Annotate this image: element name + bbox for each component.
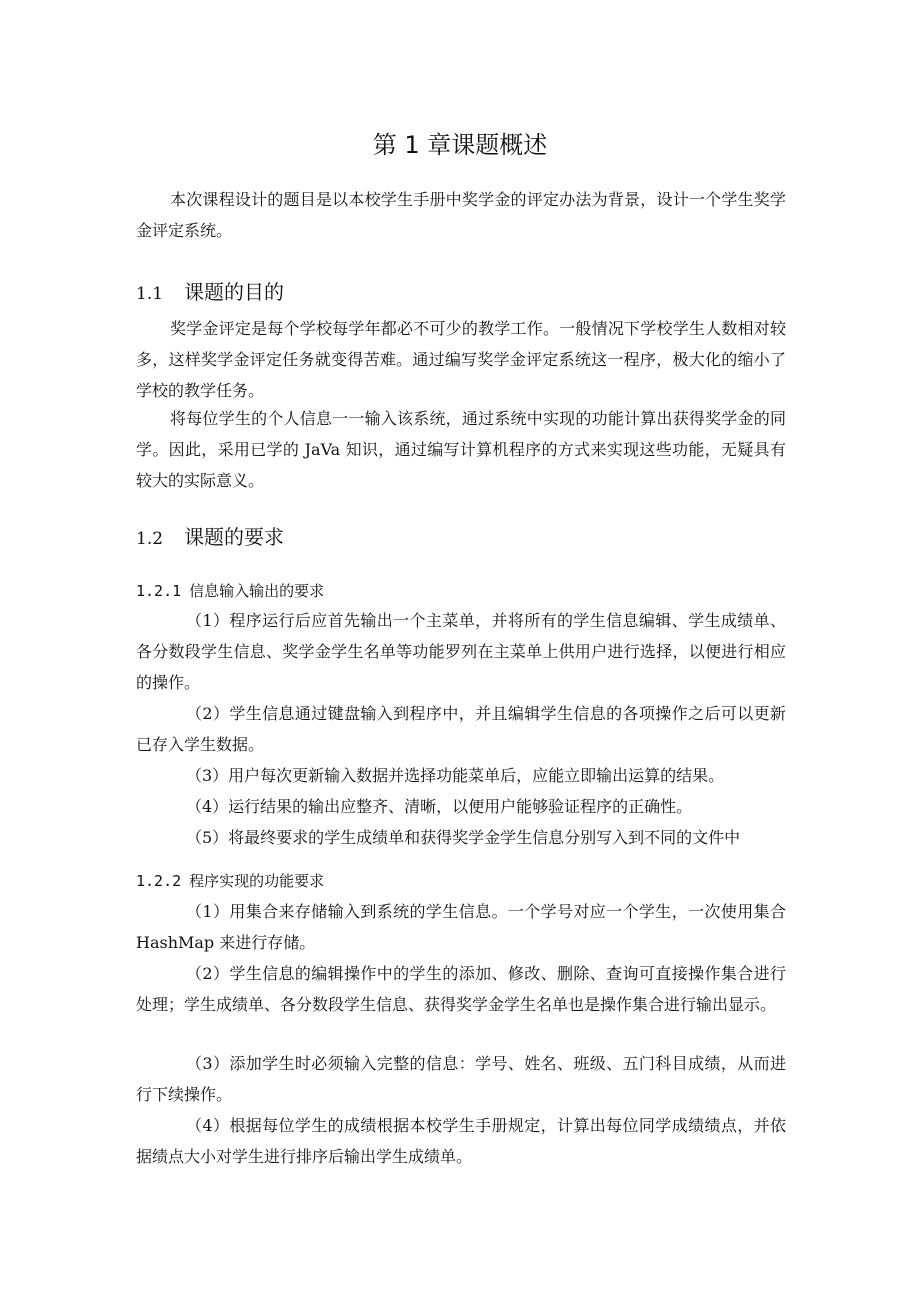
subsection-heading-1-2-2 bbox=[136, 867, 324, 895]
function-requirement-4: （4）根据每位学生的成绩根据本校学生手册规定，计算出每位同学成绩绩点，并依据绩点大小对学生进行排序后输出学生成绩单。 bbox=[136, 1116, 786, 1166]
subsection-number: 1.2.1 bbox=[136, 582, 182, 600]
subsection-title: 信息输入输出的要求 bbox=[189, 582, 325, 600]
section-heading-1-1 bbox=[136, 277, 284, 309]
chapter-intro-paragraph: 本次课程设计的题目是以本校学生手册中奖学金的评定办法为背景，设计一个学生奖学金评定系统。 bbox=[136, 190, 786, 240]
io-requirement-1: （1）程序运行后应首先输出一个主菜单，并将所有的学生信息编辑、学生成绩单、各分数段学生信息、奖学金学生名单等功能罗列在主菜单上供用户进行选择，以便进行相应的操作。 bbox=[136, 611, 786, 692]
section-number: 1.1 bbox=[136, 284, 164, 304]
io-requirement-3: （3）用户每次更新输入数据并选择功能菜单后，应能立即输出运算的结果。 bbox=[186, 766, 725, 785]
purpose-paragraph-2: 将每位学生的个人信息一一输入该系统，通过系统中实现的功能计算出获得奖学金的同学。因此，采用已学的 JaVa 知识，通过编写计算机程序的方式来实现这些功能，无疑具有较大的实际意义。 bbox=[136, 409, 786, 490]
section-number: 1.2 bbox=[136, 529, 164, 549]
function-requirement-3: （3）添加学生时必须输入完整的信息：学号、姓名、班级、五门科目成绩，从而进行下续操作。 bbox=[136, 1054, 786, 1104]
subsection-number: 1.2.2 bbox=[136, 872, 182, 890]
io-requirement-2: （2）学生信息通过键盘输入到程序中，并且编辑学生信息的各项操作之后可以更新已存入学生数据。 bbox=[136, 704, 786, 754]
section-heading-1-2 bbox=[136, 522, 284, 554]
function-requirement-1: （1）用集合来存储输入到系统的学生信息。一个学号对应一个学生，一次使用集合 HashMap 来进行存储。 bbox=[136, 902, 786, 952]
purpose-paragraph-1: 奖学金评定是每个学校每学年都必不可少的教学工作。一般情况下学校学生人数相对较多，这样奖学金评定任务就变得苦难。通过编写奖学金评定系统这一程序，极大化的缩小了学校的教学任务。 bbox=[136, 319, 786, 400]
section-title: 课题的要求 bbox=[184, 525, 284, 549]
subsection-heading-1-2-1 bbox=[136, 577, 324, 605]
subsection-title: 程序实现的功能要求 bbox=[189, 872, 325, 890]
section-title: 课题的目的 bbox=[184, 280, 284, 304]
io-requirement-5: （5）将最终要求的学生成绩单和获得奖学金学生信息分别写入到不同的文件中 bbox=[186, 828, 741, 847]
chapter-title: 第 1 章课题概述 bbox=[372, 131, 548, 159]
io-requirement-4: （4）运行结果的输出应整齐、清晰，以便用户能够验证程序的正确性。 bbox=[186, 797, 693, 816]
function-requirement-2: （2）学生信息的编辑操作中的学生的添加、修改、删除、查询可直接操作集合进行处理；学生成绩单、各分数段学生信息、获得奖学金学生名单也是操作集合进行输出显示。 bbox=[136, 964, 786, 1014]
